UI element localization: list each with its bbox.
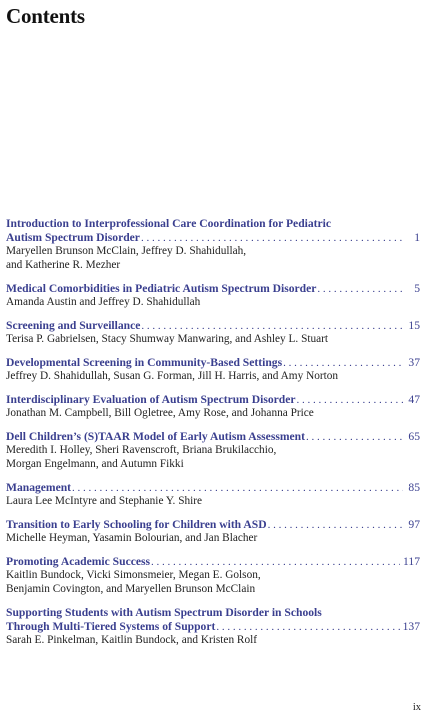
toc-page-number[interactable]: 15 — [408, 318, 420, 332]
dot-leader — [317, 282, 403, 296]
toc-page-number[interactable]: 1 — [414, 231, 420, 244]
author-line: Jeffrey D. Shahidullah, Susan G. Forman, Jill H. Harris, and Amy Norton — [6, 369, 339, 382]
toc-entry-line — [6, 430, 420, 444]
toc-page-number[interactable]: 37 — [408, 355, 420, 369]
author-line: Jonathan M. Campbell, Bill Ogletree, Amy Rose, and Johanna Price — [6, 406, 314, 419]
dot-leader — [268, 518, 403, 532]
author-line: Laura Lee McIntyre and Stephanie Y. Shire — [6, 494, 203, 507]
toc-entry-authors — [6, 444, 420, 471]
dot-leader — [151, 555, 400, 569]
toc-entry-title[interactable]: Promoting Academic Success — [6, 554, 151, 568]
toc-entry[interactable] — [6, 217, 420, 272]
toc-page-number[interactable]: 137 — [402, 619, 420, 633]
toc-entry-title[interactable]: Interdisciplinary Evaluation of Autism Spectrum Disorder — [6, 392, 296, 406]
author-line: and Katherine R. Mezher — [6, 258, 121, 271]
toc-entry-title[interactable]: Medical Comorbidities in Pediatric Autism Spectrum Disorder — [6, 281, 317, 295]
toc-entry-authors — [6, 407, 420, 421]
toc-entry[interactable] — [6, 555, 420, 596]
toc-page-number[interactable]: 5 — [414, 281, 420, 295]
toc-entry-line — [6, 481, 420, 495]
toc-entry[interactable] — [6, 481, 420, 509]
author-line: Benjamin Covington, and Maryellen Brunson McClain — [6, 582, 256, 595]
toc-entry-authors — [6, 495, 420, 509]
toc-entry-authors — [6, 532, 420, 546]
toc-page-number[interactable]: 97 — [408, 517, 420, 531]
dot-leader — [216, 620, 399, 634]
dot-leader — [283, 356, 403, 370]
toc-entry-line — [6, 282, 420, 296]
toc-entry-title[interactable]: Dell Children’s (S)TAAR Model of Early Autism Assessment — [6, 430, 305, 444]
toc-entry-line — [6, 555, 420, 569]
author-line: Kaitlin Bundock, Vicki Simonsmeier, Megan E. Golson, — [6, 568, 261, 581]
toc-entry[interactable] — [6, 606, 420, 648]
toc-entry-line — [6, 319, 420, 333]
toc-page-number[interactable]: 85 — [408, 480, 420, 494]
author-line: Sarah E. Pinkelman, Kaitlin Bundock, and Kristen Rolf — [6, 633, 258, 646]
toc-entry[interactable] — [6, 430, 420, 471]
page-folio: ix — [412, 702, 421, 713]
toc-page-number[interactable]: 47 — [408, 392, 420, 406]
dot-leader — [306, 430, 403, 444]
toc-entry-title[interactable]: Autism Spectrum Disorder — [6, 231, 140, 244]
toc-entry-title[interactable]: Through Multi-Tiered Systems of Support — [6, 619, 216, 633]
toc-entry-title[interactable]: Supporting Students with Autism Spectrum Disorder in Schools — [6, 605, 322, 619]
toc-entry-line — [6, 518, 420, 532]
toc-entry-authors — [6, 333, 420, 347]
toc-entry-authors — [6, 370, 420, 384]
author-line: Morgan Engelmann, and Autumn Fikki — [6, 457, 184, 470]
dot-leader — [141, 231, 403, 245]
author-line: Michelle Heyman, Yasamin Bolourian, and Jan Blacher — [6, 531, 258, 544]
toc-entry[interactable] — [6, 282, 420, 310]
toc-entry-line — [6, 620, 420, 634]
toc-entry-title[interactable]: Management — [6, 480, 72, 494]
toc-entry[interactable] — [6, 319, 420, 347]
toc-entry-title[interactable]: Introduction to Interprofessional Care Coordination for Pediatric — [6, 217, 332, 230]
toc-entry[interactable] — [6, 356, 420, 384]
toc-entry-line — [6, 356, 420, 370]
toc-entry-line — [6, 231, 420, 245]
author-line: Meredith I. Holley, Sheri Ravenscroft, Briana Brukilacchio, — [6, 444, 277, 457]
toc-entry-title[interactable]: Developmental Screening in Community-Based Settings — [6, 355, 283, 369]
toc-entry-title[interactable]: Transition to Early Schooling for Children with ASD — [6, 517, 267, 531]
toc-entry-authors — [6, 569, 420, 596]
dot-leader — [72, 481, 403, 495]
dot-leader — [297, 393, 403, 407]
toc-entry-line — [6, 393, 420, 407]
toc-entry[interactable] — [6, 518, 420, 546]
toc-page-number[interactable]: 117 — [403, 554, 420, 568]
author-line: Maryellen Brunson McClain, Jeffrey D. Shahidullah, — [6, 245, 247, 257]
page-title: Contents — [6, 4, 85, 28]
toc-entry-authors — [6, 634, 420, 648]
toc-entry-authors — [6, 296, 420, 310]
toc-entry-authors — [6, 245, 420, 272]
table-of-contents — [6, 217, 420, 657]
toc-entry-title[interactable]: Screening and Surveillance — [6, 318, 141, 332]
author-line: Amanda Austin and Jeffrey D. Shahidullah — [6, 295, 201, 308]
toc-page-number[interactable]: 65 — [408, 430, 420, 444]
author-line: Terisa P. Gabrielsen, Stacy Shumway Manwaring, and Ashley L. Stuart — [6, 332, 329, 345]
toc-entry[interactable] — [6, 393, 420, 421]
dot-leader — [141, 319, 403, 333]
